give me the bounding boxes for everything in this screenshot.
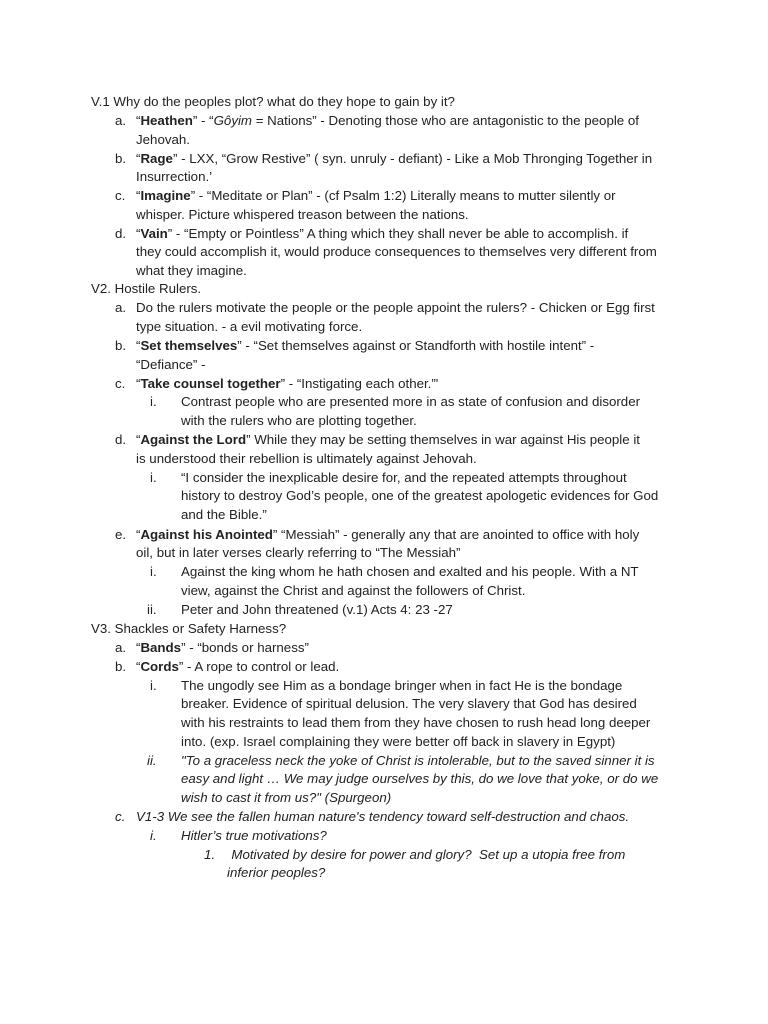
- list-item-bands: “Bands” - “bonds or harness”: [136, 640, 309, 655]
- list-item-heathen: “Heathen” - “Gôyim = Nations” - Denoting those who are antagonistic to the people of: [136, 113, 639, 128]
- list-marker: c.: [115, 809, 126, 824]
- list-item-text: is understood their rebellion is ultimately against Jehovah.: [136, 451, 477, 466]
- term-heathen: Heathen: [140, 113, 193, 128]
- list-marker: i.: [150, 564, 157, 579]
- spurgeon-quote: "To a graceless neck the yoke of Christ is intolerable, but to the saved sinner it is: [181, 753, 655, 768]
- list-item-text: “Defiance” -: [136, 357, 206, 372]
- term-against-lord: Against the Lord: [140, 432, 247, 447]
- term-take-counsel: Take counsel together: [140, 376, 281, 391]
- list-item-text: Hitler’s true motivations?: [181, 828, 327, 843]
- section-heading-v1: V.1 Why do the peoples plot? what do they hope to gain by it?: [91, 94, 455, 109]
- list-item-against-anointed: “Against his Anointed” “Messiah” - generally any that are anointed to office with holy: [136, 527, 640, 542]
- list-marker: c.: [115, 188, 126, 203]
- list-item-text: Motivated by desire for power and glory? Set up a utopia free from: [224, 847, 626, 862]
- list-item-text: view, against the Christ and against the followers of Christ.: [181, 583, 526, 598]
- list-item-set-themselves: “Set themselves” - “Set themselves against or Standforth with hostile intent” -: [136, 338, 595, 353]
- list-item-text: they could accomplish it, would produce consequences to themselves very different from: [136, 244, 657, 259]
- list-item-text: history to destroy God’s people, one of the greatest apologetic evidences for God: [181, 488, 659, 503]
- list-marker: i.: [150, 470, 157, 485]
- list-item-text: oil, but in later verses clearly referring to “The Messiah”: [136, 545, 461, 560]
- list-item-text: with the rulers who are plotting together.: [181, 413, 417, 428]
- list-item-cords: “Cords” - A rope to control or lead.: [136, 659, 340, 674]
- list-marker: i.: [150, 678, 157, 693]
- list-item-text: breaker. Evidence of spiritual delusion. The very slavery that God has desired: [181, 696, 637, 711]
- list-item-text: Peter and John threatened (v.1) Acts 4: 23 -27: [181, 602, 453, 617]
- list-item-text: type situation. - a evil motivating force.: [136, 319, 363, 334]
- spurgeon-quote: wish to cast it from us?" (Spurgeon): [181, 790, 392, 805]
- list-item-rage: “Rage” - LXX, “Grow Restive” ( syn. unruly - defiant) - Like a Mob Thronging Together in: [136, 151, 653, 166]
- list-marker: d.: [115, 432, 127, 447]
- list-item-text: Do the rulers motivate the people or the people appoint the rulers? - Chicken or Egg first: [136, 300, 655, 315]
- list-marker: ii.: [147, 753, 157, 768]
- term-against-anointed: Against his Anointed: [140, 527, 273, 542]
- list-item-text: Against the king whom he hath chosen and exalted and his people. With a NT: [181, 564, 639, 579]
- term-imagine: Imagine: [140, 188, 191, 203]
- list-item-text: what they imagine.: [136, 263, 247, 278]
- list-item-text: Insurrection.’: [136, 169, 213, 184]
- list-item-text: with his restraints to lead them from they have chosen to rush head long deeper: [181, 715, 651, 730]
- list-item-text: inferior peoples?: [227, 865, 326, 880]
- section-heading-v3: V3. Shackles or Safety Harness?: [91, 621, 287, 636]
- list-item-text: Contrast people who are presented more in as state of confusion and disorder: [181, 394, 641, 409]
- list-marker: c.: [115, 376, 126, 391]
- list-marker: a.: [115, 113, 127, 128]
- term-set-themselves: Set themselves: [140, 338, 238, 353]
- list-marker: e.: [115, 527, 127, 542]
- list-marker: d.: [115, 226, 127, 241]
- term-rage: Rage: [140, 151, 173, 166]
- list-marker: a.: [115, 640, 127, 655]
- list-marker: a.: [115, 300, 127, 315]
- list-item-text: Jehovah.: [136, 132, 190, 147]
- list-marker: ii.: [147, 602, 157, 617]
- list-item-against-lord: “Against the Lord” While they may be setting themselves in war against His people it: [136, 432, 640, 447]
- list-item-imagine: “Imagine” - “Meditate or Plan” - (cf Psalm 1:2) Literally means to mutter silently or: [136, 188, 616, 203]
- list-item-text: “I consider the inexplicable desire for, and the repeated attempts throughout: [181, 470, 627, 485]
- term-vain: Vain: [140, 226, 168, 241]
- list-marker: b.: [115, 151, 127, 166]
- list-item-take-counsel: “Take counsel together” - “Instigating each other.”': [136, 376, 439, 391]
- list-marker: 1.: [204, 847, 216, 862]
- list-item-text: and the Bible.”: [181, 507, 267, 522]
- spurgeon-quote: easy and light … We may judge ourselves by this, do we love that yoke, or do we: [181, 771, 659, 786]
- list-marker: i.: [150, 828, 157, 843]
- list-marker: b.: [115, 659, 127, 674]
- list-item-text: The ungodly see Him as a bondage bringer when in fact He is the bondage: [181, 678, 623, 693]
- section-heading-v2: V2. Hostile Rulers.: [91, 281, 202, 296]
- term-cords: Cords: [140, 659, 179, 674]
- list-marker: b.: [115, 338, 127, 353]
- term-bands: Bands: [140, 640, 182, 655]
- list-item-text: into. (exp. Israel complaining they were better off back in slavery in Egypt): [181, 734, 616, 749]
- term-goyim: Gôyim: [213, 113, 253, 128]
- list-marker: i.: [150, 394, 157, 409]
- list-item-text: V1-3 We see the fallen human nature's tendency toward self-destruction and chaos.: [136, 809, 630, 824]
- list-item-vain: “Vain” - “Empty or Pointless” A thing which they shall never be able to accomplish. if: [136, 226, 629, 241]
- list-item-text: whisper. Picture whispered treason between the nations.: [136, 207, 469, 222]
